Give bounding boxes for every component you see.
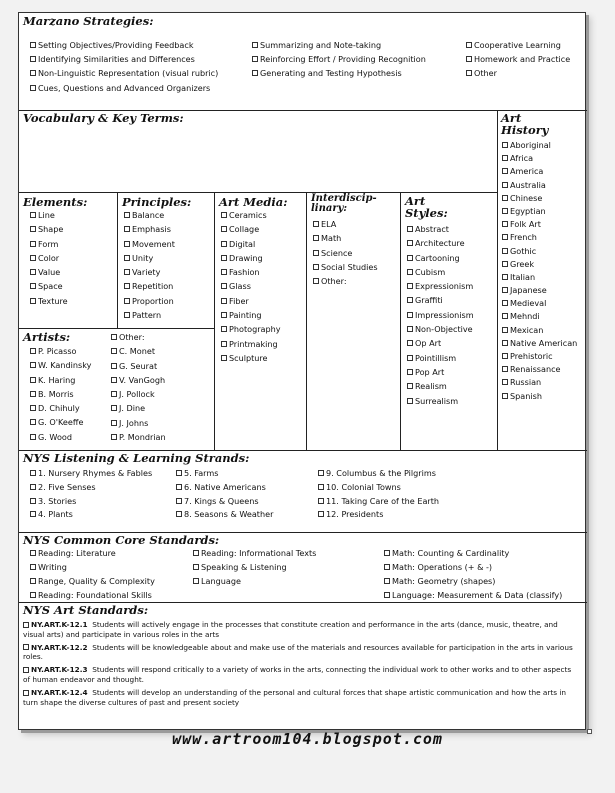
checkbox-icon[interactable]	[111, 391, 117, 397]
interdisciplinary-section	[307, 193, 401, 451]
checkbox-icon[interactable]	[407, 240, 413, 246]
checkbox-icon[interactable]	[502, 300, 508, 306]
checkbox-item[interactable]: Mexican	[502, 325, 577, 335]
checkbox-icon[interactable]	[30, 298, 36, 304]
checkbox-item[interactable]: Ceramics	[221, 210, 281, 220]
checkbox-icon[interactable]	[502, 379, 508, 385]
checkbox-item[interactable]: Glass	[221, 281, 281, 291]
checkbox-item[interactable]: W. Kandinsky	[30, 360, 91, 370]
checkbox-icon[interactable]	[30, 578, 36, 584]
marzano-col-2	[252, 40, 426, 78]
checkbox-item[interactable]: Reading: Foundational Skills	[30, 590, 193, 600]
checkbox-item[interactable]: Mehndi	[502, 311, 577, 321]
checkbox-item[interactable]: K. Haring	[30, 375, 91, 385]
checkbox-item[interactable]: Pointillism	[407, 353, 474, 363]
art-standards-section	[19, 603, 587, 729]
checkbox-item[interactable]: Space	[30, 281, 68, 291]
checkbox-icon[interactable]	[124, 312, 130, 318]
checkbox-icon[interactable]	[30, 405, 36, 411]
checkbox-item[interactable]: Other:	[313, 276, 378, 286]
checkbox-item[interactable]: B. Morris	[30, 389, 91, 399]
checkbox-icon[interactable]	[30, 362, 36, 368]
checkbox-item[interactable]: Math	[313, 233, 378, 243]
checkbox-icon[interactable]	[221, 255, 227, 261]
checkbox-icon[interactable]	[407, 340, 413, 346]
checkbox-item[interactable]: Math: Counting & Cardinality	[384, 548, 584, 558]
checkbox-item[interactable]: Africa	[502, 153, 577, 163]
interdisciplinary-title: Interdiscip-linary:	[311, 193, 377, 214]
checkbox-item[interactable]: Language: Measurement & Data (classify)	[384, 590, 584, 600]
checkbox-icon[interactable]	[502, 234, 508, 240]
checkbox-item[interactable]: Architecture	[407, 238, 474, 248]
checkbox-item[interactable]: Repetition	[124, 281, 175, 291]
standard-item[interactable]: NY.ART.K-12.2 Students will be knowledgeable about and make use of the materials and resources available for participation in the arts in various roles.	[23, 642, 573, 662]
checkbox-icon[interactable]	[221, 355, 227, 361]
checkbox-icon[interactable]	[407, 383, 413, 389]
checkbox-icon[interactable]	[221, 341, 227, 347]
checkbox-icon[interactable]	[252, 70, 258, 76]
checkbox-item[interactable]: Folk Art	[502, 219, 577, 229]
checkbox-item[interactable]: Japanese	[502, 285, 577, 295]
checkbox-item[interactable]: Texture	[30, 296, 68, 306]
principles-list	[124, 210, 175, 320]
checkbox-icon[interactable]	[313, 250, 319, 256]
checkbox-icon[interactable]	[318, 511, 324, 517]
checkbox-item[interactable]: Graffiti	[407, 295, 474, 305]
checkbox-icon[interactable]	[407, 297, 413, 303]
checkbox-icon[interactable]	[221, 312, 227, 318]
checkbox-icon[interactable]	[407, 283, 413, 289]
checkbox-item[interactable]: 5. Farms	[176, 468, 318, 478]
checkbox-item[interactable]: D. Chihuly	[30, 403, 91, 413]
checkbox-icon[interactable]	[502, 168, 508, 174]
checkbox-icon[interactable]	[221, 269, 227, 275]
checkbox-item[interactable]: Shape	[30, 224, 68, 234]
checkbox-item[interactable]: Non-Objective	[407, 324, 474, 334]
art-standards-title: NYS Art Standards:	[23, 603, 149, 617]
checkbox-icon[interactable]	[111, 405, 117, 411]
checkbox-icon[interactable]	[502, 221, 508, 227]
checkbox-icon[interactable]	[193, 550, 199, 556]
checkbox-icon[interactable]	[30, 377, 36, 383]
checkbox-icon[interactable]	[407, 312, 413, 318]
nys-listening-section	[19, 451, 587, 533]
vocabulary-section[interactable]	[19, 111, 498, 193]
standard-item[interactable]: NY.ART.K-12.3 Students will respond critically to a variety of works in the arts, connecting the individual work to other works and to other aspects of human endeavor and thought.	[23, 665, 572, 684]
checkbox-icon[interactable]	[23, 667, 29, 673]
checkbox-icon[interactable]	[23, 690, 29, 696]
checkbox-icon[interactable]	[176, 498, 182, 504]
checkbox-item[interactable]: Op Art	[407, 338, 474, 348]
checkbox-icon[interactable]	[502, 261, 508, 267]
checkbox-icon[interactable]	[502, 155, 508, 161]
checkbox-icon[interactable]	[30, 42, 36, 48]
checkbox-icon[interactable]	[318, 498, 324, 504]
checkbox-item[interactable]: ELA	[313, 219, 378, 229]
checkbox-item[interactable]: Cooperative Learning	[466, 40, 570, 50]
checkbox-item[interactable]: 12. Presidents	[318, 509, 478, 519]
marzano-section	[19, 13, 587, 111]
checkbox-icon[interactable]	[30, 470, 36, 476]
checkbox-item[interactable]: Balance	[124, 210, 175, 220]
checkbox-icon[interactable]	[124, 283, 130, 289]
checkbox-icon[interactable]	[384, 578, 390, 584]
checkbox-item[interactable]: Native American	[502, 338, 577, 348]
checkbox-item[interactable]: Fashion	[221, 267, 281, 277]
checkbox-item[interactable]: Renaissance	[502, 364, 577, 374]
checkbox-icon[interactable]	[176, 470, 182, 476]
checkbox-icon[interactable]	[407, 269, 413, 275]
principles-section	[118, 193, 215, 329]
checkbox-icon[interactable]	[221, 226, 227, 232]
checkbox-icon[interactable]	[23, 622, 29, 628]
checkbox-item[interactable]: Aboriginal	[502, 140, 577, 150]
checkbox-icon[interactable]	[502, 195, 508, 201]
checkbox-icon[interactable]	[502, 327, 508, 333]
checkbox-item[interactable]: V. VanGogh	[111, 375, 166, 385]
checkbox-icon[interactable]	[124, 255, 130, 261]
interdisciplinary-list	[313, 219, 378, 286]
checkbox-icon[interactable]	[221, 283, 227, 289]
checkbox-icon[interactable]	[30, 419, 36, 425]
checkbox-icon[interactable]	[502, 248, 508, 254]
checkbox-icon[interactable]	[318, 470, 324, 476]
checkbox-item[interactable]: Russian	[502, 377, 577, 387]
checkbox-item[interactable]: P. Mondrian	[111, 432, 166, 442]
art-standards-list	[23, 620, 579, 711]
checkbox-icon[interactable]	[124, 241, 130, 247]
checkbox-icon[interactable]	[221, 298, 227, 304]
checkbox-item[interactable]: G. Seurat	[111, 361, 166, 371]
marzano-col-3	[466, 40, 570, 78]
checkbox-icon[interactable]	[30, 511, 36, 517]
checkbox-item[interactable]: Math: Geometry (shapes)	[384, 576, 584, 586]
checkbox-icon[interactable]	[466, 70, 472, 76]
art-media-title: Art Media:	[219, 195, 288, 209]
checkbox-item[interactable]: 2. Five Senses	[30, 482, 176, 492]
checkbox-icon[interactable]	[502, 393, 508, 399]
checkbox-item[interactable]: G. Wood	[30, 432, 91, 442]
checkbox-icon[interactable]	[502, 208, 508, 214]
checkbox-icon[interactable]	[30, 283, 36, 289]
elements-list	[30, 210, 68, 306]
checkbox-icon[interactable]	[30, 391, 36, 397]
checkbox-icon[interactable]	[30, 212, 36, 218]
checkbox-item[interactable]: Summarizing and Note-taking	[252, 40, 426, 50]
checkbox-icon[interactable]	[221, 241, 227, 247]
checkbox-icon[interactable]	[313, 278, 319, 284]
checkbox-icon[interactable]	[384, 550, 390, 556]
checkbox-item[interactable]: 4. Plants	[30, 509, 176, 519]
checkbox-item[interactable]: C. Monet	[111, 346, 166, 356]
checkbox-item[interactable]: Abstract	[407, 224, 474, 234]
checkbox-icon[interactable]	[252, 42, 258, 48]
artists-title: Artists:	[23, 330, 71, 344]
checkbox-item[interactable]: Speaking & Listening	[193, 562, 384, 572]
checkbox-icon[interactable]	[502, 274, 508, 280]
checkbox-icon[interactable]	[313, 264, 319, 270]
checkbox-item[interactable]: Form	[30, 239, 68, 249]
checkbox-item[interactable]: Science	[313, 248, 378, 258]
standard-item[interactable]: NY.ART.K-12.1 Students will actively engage in the processes that constitute creation and performance in the arts (dance, music, theatre, and visual arts) and participate in various roles in the arts	[23, 620, 558, 639]
checkbox-icon[interactable]	[30, 348, 36, 354]
checkbox-item[interactable]: Digital	[221, 239, 281, 249]
checkbox-item[interactable]: J. Johns	[111, 418, 166, 428]
checkbox-item[interactable]: Surrealism	[407, 396, 474, 406]
checkbox-item[interactable]: Homework and Practice	[466, 54, 570, 64]
checkbox-icon[interactable]	[502, 353, 508, 359]
checkbox-icon[interactable]	[30, 56, 36, 62]
elements-section	[19, 193, 118, 329]
checkbox-item[interactable]: Emphasis	[124, 224, 175, 234]
checkbox-item[interactable]: Reading: Literature	[30, 548, 193, 558]
artists-col-2	[111, 332, 166, 442]
checkbox-item[interactable]: Prehistoric	[502, 351, 577, 361]
checkbox-item[interactable]: 8. Seasons & Weather	[176, 509, 318, 519]
checkbox-icon[interactable]	[30, 85, 36, 91]
checkbox-item[interactable]: Non-Linguistic Representation (visual rubric)	[30, 68, 218, 78]
checkbox-item[interactable]: J. Dine	[111, 403, 166, 413]
common-core-section	[19, 533, 587, 603]
vocabulary-title: Vocabulary & Key Terms:	[23, 111, 184, 125]
checkbox-item[interactable]: Color	[30, 253, 68, 263]
footer-url: www.artroom104.blogspot.com	[172, 730, 443, 748]
art-media-section	[215, 193, 307, 451]
checkbox-icon[interactable]	[313, 235, 319, 241]
checkbox-icon[interactable]	[466, 56, 472, 62]
checkbox-icon[interactable]	[193, 564, 199, 570]
checkbox-icon[interactable]	[318, 484, 324, 490]
checkbox-icon[interactable]	[502, 313, 508, 319]
checkbox-icon[interactable]	[193, 578, 199, 584]
checkbox-icon[interactable]	[111, 363, 117, 369]
checkbox-item[interactable]: 10. Colonial Towns	[318, 482, 478, 492]
checkbox-item[interactable]: Range, Quality & Complexity	[30, 576, 193, 586]
checkbox-item[interactable]: Value	[30, 267, 68, 277]
checkbox-item[interactable]: Photography	[221, 324, 281, 334]
checkbox-icon[interactable]	[407, 369, 413, 375]
checkbox-item[interactable]: J. Pollock	[111, 389, 166, 399]
checkbox-icon[interactable]	[313, 221, 319, 227]
checkbox-item[interactable]: Expressionism	[407, 281, 474, 291]
art-history-list	[502, 140, 577, 401]
checkbox-icon[interactable]	[502, 366, 508, 372]
checkbox-icon[interactable]	[124, 226, 130, 232]
checkbox-item[interactable]: Unity	[124, 253, 175, 263]
checkbox-icon[interactable]	[30, 592, 36, 598]
checkbox-icon[interactable]	[221, 326, 227, 332]
checkbox-item[interactable]: French	[502, 232, 577, 242]
checkbox-item[interactable]: 11. Taking Care of the Earth	[318, 496, 478, 506]
checkbox-icon[interactable]	[407, 398, 413, 404]
art-media-list	[221, 210, 281, 363]
checkbox-item[interactable]: P. Picasso	[30, 346, 91, 356]
checkbox-item[interactable]: 3. Stories	[30, 496, 176, 506]
checkbox-icon[interactable]	[407, 255, 413, 261]
checkbox-item[interactable]: Setting Objectives/Providing Feedback	[30, 40, 218, 50]
checkbox-icon[interactable]	[384, 592, 390, 598]
checkbox-item[interactable]: Realism	[407, 381, 474, 391]
checkbox-icon[interactable]	[30, 484, 36, 490]
checkbox-icon[interactable]	[407, 226, 413, 232]
checkbox-icon[interactable]	[30, 434, 36, 440]
checkbox-item[interactable]: Painting	[221, 310, 281, 320]
checkbox-icon[interactable]	[111, 348, 117, 354]
lesson-plan-sheet	[18, 12, 586, 730]
checkbox-item[interactable]: Egyptian	[502, 206, 577, 216]
nys-listening-grid	[30, 468, 478, 519]
checkbox-icon[interactable]	[30, 269, 36, 275]
checkbox-icon[interactable]	[252, 56, 258, 62]
checkbox-icon[interactable]	[30, 255, 36, 261]
checkbox-item[interactable]: Impressionism	[407, 310, 474, 320]
marzano-title: Marzano Strategies:	[23, 14, 154, 28]
checkbox-icon[interactable]	[221, 212, 227, 218]
checkbox-item[interactable]: Variety	[124, 267, 175, 277]
checkbox-item[interactable]: Spanish	[502, 391, 577, 401]
checkbox-icon[interactable]	[502, 340, 508, 346]
art-styles-title: Art Styles:	[405, 194, 448, 220]
checkbox-item[interactable]: Italian	[502, 272, 577, 282]
checkbox-icon[interactable]	[176, 484, 182, 490]
art-history-title: Art History	[501, 111, 549, 137]
checkbox-icon[interactable]	[30, 550, 36, 556]
checkbox-item[interactable]: Cues, Questions and Advanced Organizers	[30, 83, 218, 93]
checkbox-item[interactable]: Writing	[30, 562, 193, 572]
checkbox-item[interactable]: Generating and Testing Hypothesis	[252, 68, 426, 78]
checkbox-item[interactable]: Reinforcing Effort / Providing Recognition	[252, 54, 426, 64]
checkbox-item[interactable]: Reading: Informational Texts	[193, 548, 384, 558]
principles-title: Principles:	[122, 195, 192, 209]
marzano-col-1	[30, 40, 218, 93]
checkbox-item[interactable]: 6. Native Americans	[176, 482, 318, 492]
checkbox-item[interactable]: Sculpture	[221, 353, 281, 363]
checkbox-item[interactable]: 7. Kings & Queens	[176, 496, 318, 506]
checkbox-icon[interactable]	[30, 241, 36, 247]
checkbox-item[interactable]: 1. Nursery Rhymes & Fables	[30, 468, 176, 478]
checkbox-icon[interactable]	[23, 644, 29, 650]
elements-title: Elements:	[23, 195, 88, 209]
checkbox-icon[interactable]	[502, 142, 508, 148]
checkbox-icon[interactable]	[30, 70, 36, 76]
checkbox-item[interactable]: 9. Columbus & the Pilgrims	[318, 468, 478, 478]
checkbox-item[interactable]: America	[502, 166, 577, 176]
checkbox-icon[interactable]	[384, 564, 390, 570]
checkbox-icon[interactable]	[124, 298, 130, 304]
checkbox-item[interactable]: Medieval	[502, 298, 577, 308]
checkbox-icon[interactable]	[176, 511, 182, 517]
checkbox-item[interactable]: Language	[193, 576, 384, 586]
checkbox-icon[interactable]	[30, 226, 36, 232]
art-history-section	[498, 111, 587, 451]
art-styles-list	[407, 224, 474, 406]
checkbox-icon[interactable]	[30, 564, 36, 570]
standard-item[interactable]: NY.ART.K-12.4 Students will develop an understanding of the personal and cultural forces that shape artistic communication and how the arts in turn shape the diverse cultures of past and present society	[23, 688, 567, 707]
nys-listening-title: NYS Listening & Learning Strands:	[23, 451, 250, 465]
checkbox-icon[interactable]	[111, 420, 117, 426]
checkbox-item[interactable]: Printmaking	[221, 339, 281, 349]
checkbox-item[interactable]: Cubism	[407, 267, 474, 277]
checkbox-item[interactable]: Other:	[111, 332, 166, 342]
checkbox-icon[interactable]	[502, 182, 508, 188]
checkbox-item[interactable]: Pop Art	[407, 367, 474, 377]
checkbox-icon[interactable]	[111, 434, 117, 440]
checkbox-item[interactable]: Pattern	[124, 310, 175, 320]
common-core-grid	[30, 548, 584, 600]
empty-cell	[193, 590, 384, 600]
checkbox-item[interactable]: Other	[466, 68, 570, 78]
checkbox-icon[interactable]	[111, 377, 117, 383]
checkbox-icon[interactable]	[502, 287, 508, 293]
common-core-title: NYS Common Core Standards:	[23, 533, 220, 547]
checkbox-item[interactable]: Greek	[502, 259, 577, 269]
checkbox-icon[interactable]	[407, 355, 413, 361]
checkbox-icon[interactable]	[124, 269, 130, 275]
artists-col-1	[30, 346, 91, 442]
checkbox-item[interactable]: Identifying Similarities and Differences	[30, 54, 218, 64]
checkbox-item[interactable]: Australia	[502, 180, 577, 190]
checkbox-item[interactable]: G. O'Keeffe	[30, 417, 91, 427]
checkbox-item[interactable]: Chinese	[502, 193, 577, 203]
checkbox-icon[interactable]	[111, 334, 117, 340]
artists-section	[19, 329, 215, 451]
checkbox-item[interactable]: Cartooning	[407, 253, 474, 263]
checkbox-item[interactable]: Gothic	[502, 246, 577, 256]
checkbox-item[interactable]: Drawing	[221, 253, 281, 263]
checkbox-icon[interactable]	[124, 212, 130, 218]
checkbox-item[interactable]: Line	[30, 210, 68, 220]
checkbox-icon[interactable]	[407, 326, 413, 332]
checkbox-item[interactable]: Proportion	[124, 296, 175, 306]
checkbox-item[interactable]: Collage	[221, 224, 281, 234]
checkbox-icon[interactable]	[30, 498, 36, 504]
checkbox-icon[interactable]	[466, 42, 472, 48]
checkbox-item[interactable]: Math: Operations (+ & -)	[384, 562, 584, 572]
checkbox-item[interactable]: Movement	[124, 239, 175, 249]
art-styles-section	[401, 193, 498, 451]
checkbox-item[interactable]: Fiber	[221, 296, 281, 306]
checkbox-item[interactable]: Social Studies	[313, 262, 378, 272]
